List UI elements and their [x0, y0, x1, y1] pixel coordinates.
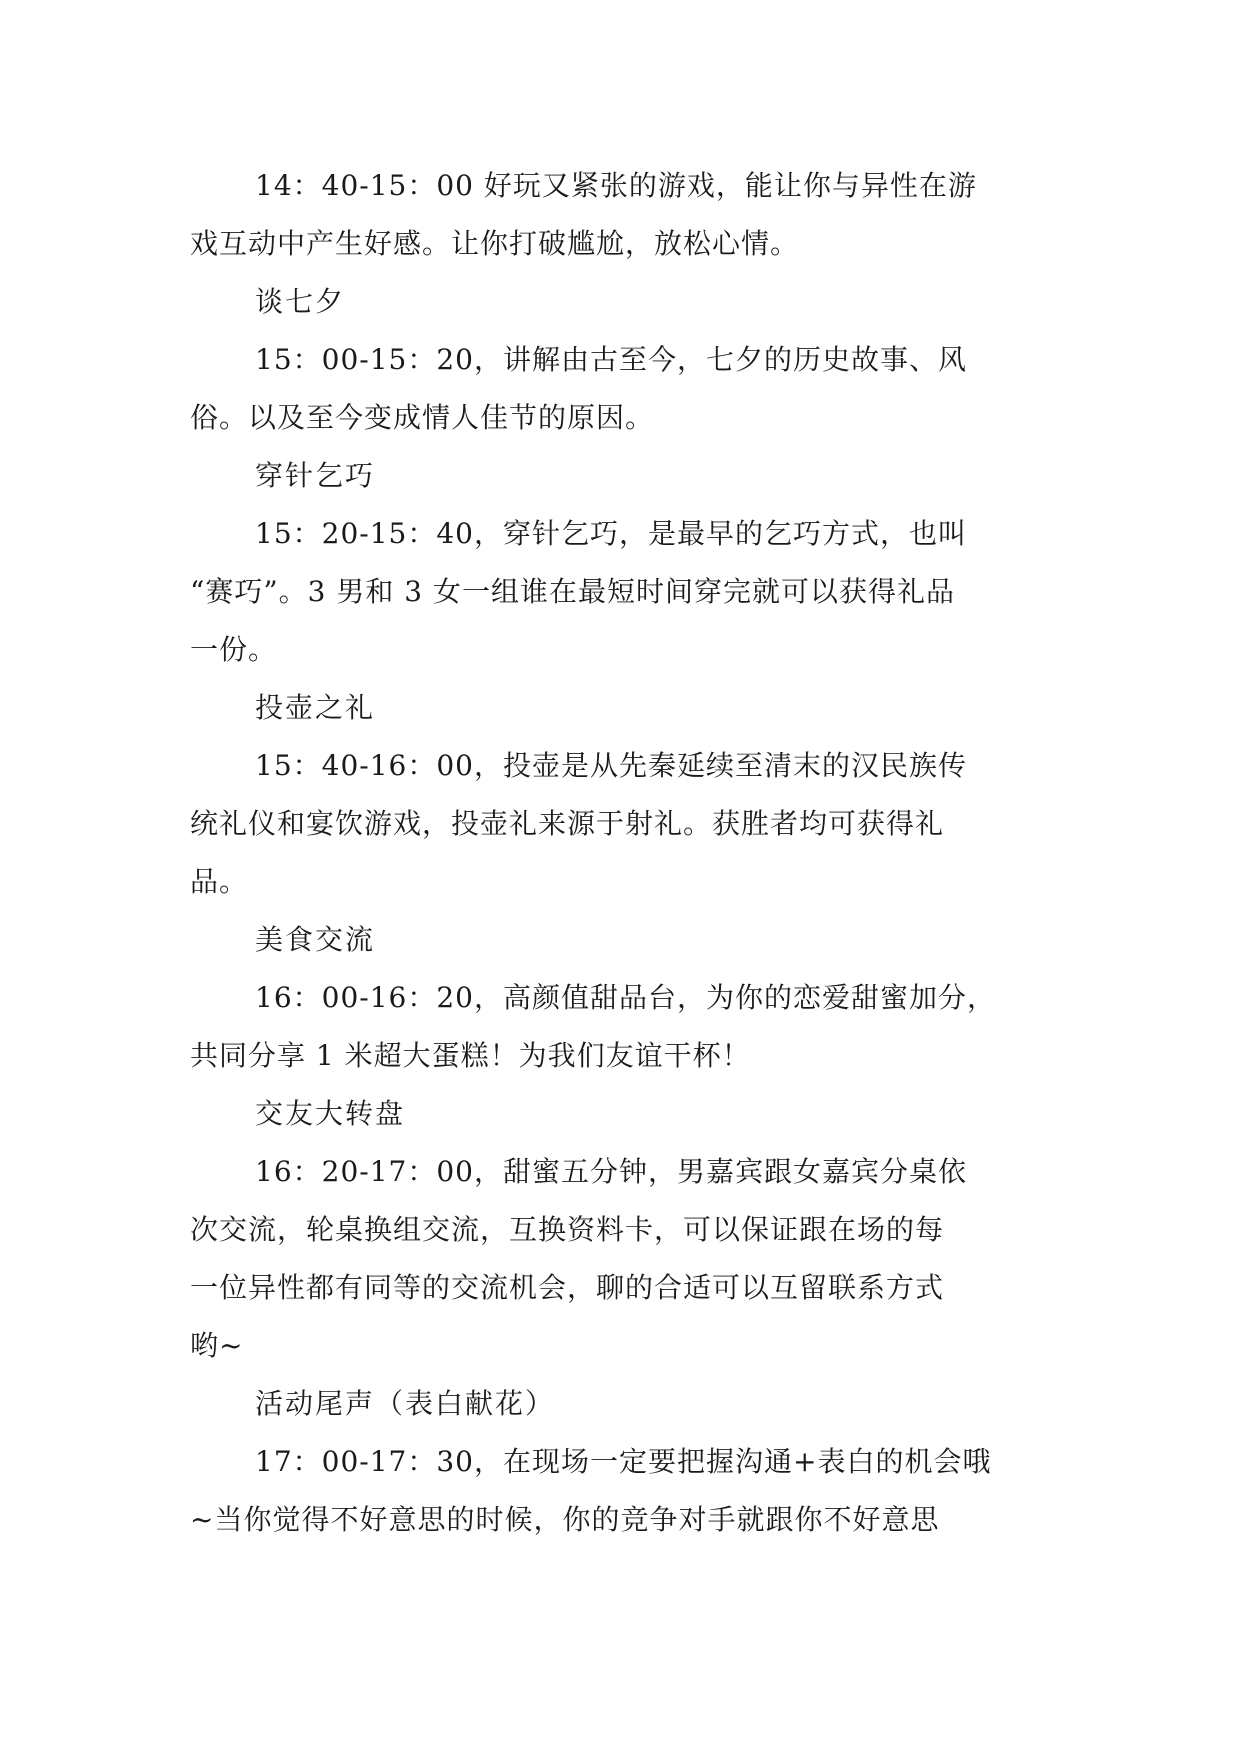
text-line: 17：00-17：30，在现场一定要把握沟通+表白的机会哦: [255, 1445, 992, 1478]
text-line: 一份。: [190, 633, 278, 666]
text-line: 15：20-15：40，穿针乞巧，是最早的乞巧方式，也叫: [255, 517, 967, 550]
text-line: 14：40-15：00 好玩又紧张的游戏，能让你与异性在游: [255, 169, 977, 202]
text-line: 15：00-15：20，讲解由古至今，七夕的历史故事、风: [255, 343, 967, 376]
section-heading: 交友大转盘: [255, 1097, 406, 1130]
text-line: 共同分享 1 米超大蛋糕！为我们友谊干杯！: [190, 1039, 751, 1072]
text-line: 哟~: [190, 1329, 244, 1362]
text-line: 俗。以及至今变成情人佳节的原因。: [190, 401, 655, 434]
section-heading: 美食交流: [255, 923, 376, 956]
text-line: 品。: [190, 865, 249, 898]
section-heading: 谈七夕: [255, 285, 346, 318]
section-heading: 投壶之礼: [255, 691, 376, 724]
text-line: “赛巧”。3 男和 3 女一组谁在最短时间穿完就可以获得礼品: [190, 575, 955, 608]
text-line: ~当你觉得不好意思的时候，你的竞争对手就跟你不好意思: [190, 1503, 940, 1536]
section-heading: 活动尾声（表白献花）: [255, 1387, 556, 1420]
text-line: 一位异性都有同等的交流机会，聊的合适可以互留联系方式: [190, 1271, 945, 1304]
text-line: 16：00-16：20，高颜值甜品台，为你的恋爱甜蜜加分，: [255, 981, 996, 1014]
text-line: 次交流，轮桌换组交流，互换资料卡，可以保证跟在场的每: [190, 1213, 945, 1246]
section-heading: 穿针乞巧: [255, 459, 376, 492]
text-line: 16：20-17：00，甜蜜五分钟，男嘉宾跟女嘉宾分桌依: [255, 1155, 967, 1188]
text-line: 统礼仪和宴饮游戏，投壶礼来源于射礼。获胜者均可获得礼: [190, 807, 945, 840]
text-line: 戏互动中产生好感。让你打破尴尬，放松心情。: [190, 227, 800, 260]
text-line: 15：40-16：00，投壶是从先秦延续至清末的汉民族传: [255, 749, 967, 782]
